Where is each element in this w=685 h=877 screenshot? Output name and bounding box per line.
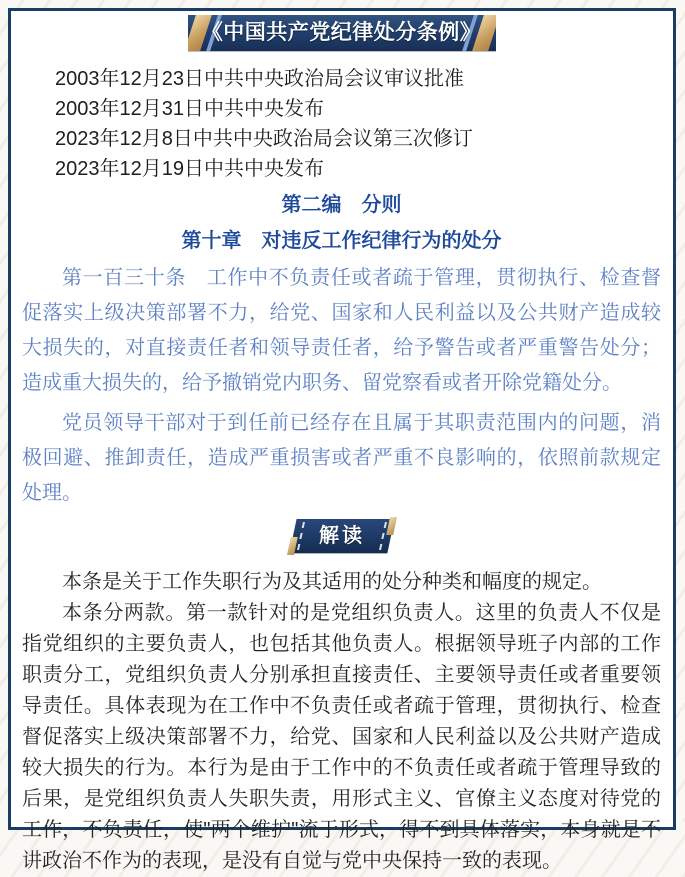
interpretation-banner-label: 解读 [318,525,365,547]
document-title: 《中国共产党纪律处分条例》 [201,21,482,44]
revision-date-line: 2023年12月19日中共中央发布 [55,158,324,180]
revision-date-line: 2023年12月8日中共中央政治局会议第三次修订 [55,128,473,150]
article-paragraph: 第一百三十条 工作中不负责任或者疏于管理，贯彻执行、检查督促落实上级决策部署不力，给党、国家和人民利益以及公共财产造成较大损失的，对直接责任者和领导责任者，给予警告或者严重警告处分；造成重大损失的，给予撤销党内职务、留党察看或者开除党籍处分。 [22,267,661,394]
chapter-heading: 第十章 对违反工作纪律行为的处分 [181,230,502,252]
title-banner [188,15,496,51]
document-content [22,14,661,877]
part-heading: 第二编 分则 [281,194,402,216]
revision-dates [22,64,661,184]
article-paragraph: 党员领导干部对于到任前已经存在且属于其职责范围内的问题，消极回避、推卸责任，造成严重损害或者严重不良影响的，依照前款规定处理。 [22,412,661,504]
revision-date-line: 2003年12月31日中共中央发布 [55,98,324,120]
revision-date-line: 2003年12月23日中共中央政治局会议审议批准 [55,68,464,90]
interpretation-paragraph: 本条分两款。第一款针对的是党组织负责人。这里的负责人不仅是指党组织的主要负责人，也包括其他负责人。根据领导班子内部的工作职责分工，党组织负责人分别承担直接责任、主要领导责任或者重要领导责任。具体表现为在工作中不负责任或者疏于管理，贯彻执行、检查督促落实上级决策部署不力，给党、国家和人民利益以及公共财产造成较大损失的行为。本行为是由于工作中的不负责任或者疏于管理导致的后果，是党组织负责人失职失责，用形式主义、官僚主义态度对待党的工作，不负责任，使"两个维护"流于形式，得不到具体落实，本身就是不讲政治不作为的表现，是没有自觉与党中央保持一致的表现。 [22,602,661,872]
interpretation-banner [289,519,394,553]
interpretation-paragraph: 本条是关于工作失职行为及其适用的处分种类和幅度的规定。 [62,571,602,593]
interpretation-banner-row [22,519,661,555]
